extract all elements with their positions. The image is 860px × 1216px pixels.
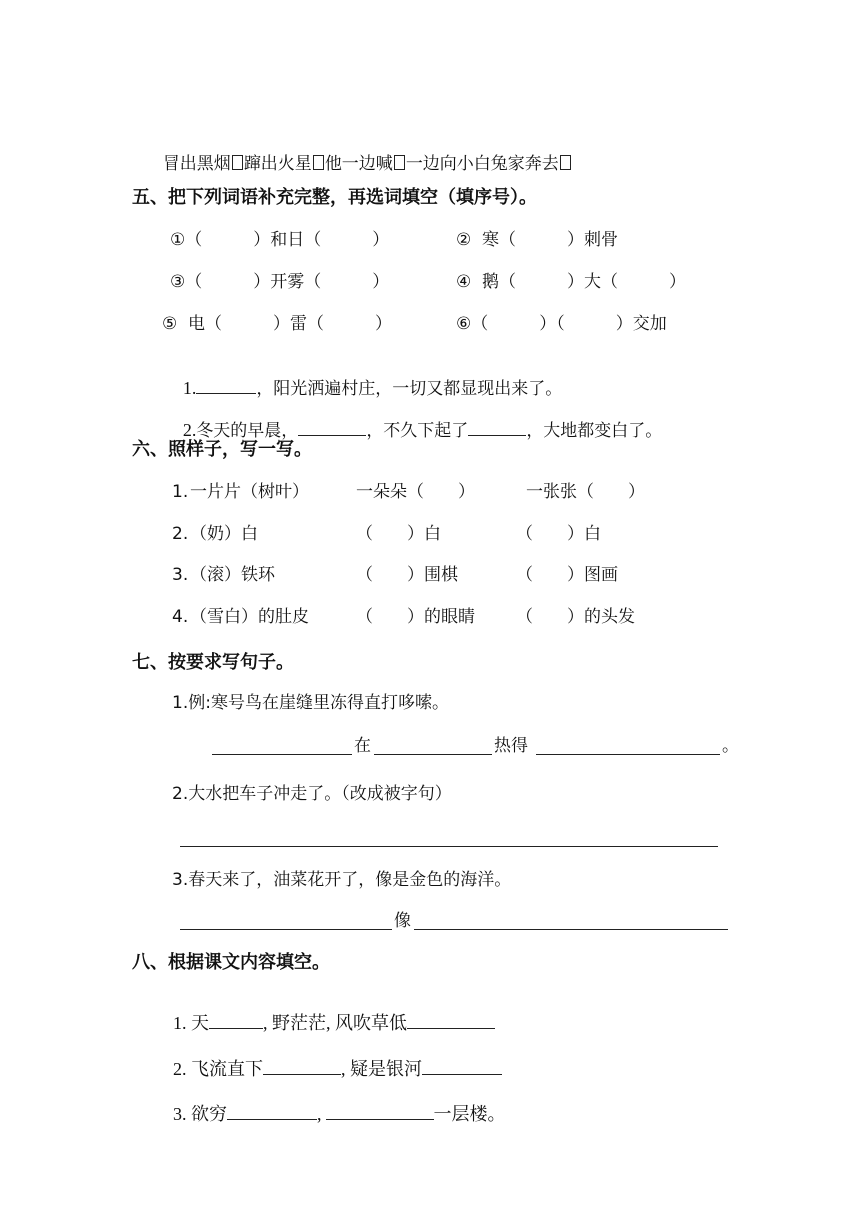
section-7-title: 七、按要求写句子。 bbox=[132, 652, 294, 673]
answer-line[interactable] bbox=[212, 754, 352, 755]
example-row-2-c: （ ）白 bbox=[516, 524, 601, 544]
idiom-4: ④ 鹅（ ）大（ ） bbox=[456, 272, 687, 292]
idiom-3: ③（ ）开雾（ ） bbox=[170, 272, 390, 292]
answer-blank[interactable] bbox=[407, 1012, 495, 1029]
punctuation-box[interactable] bbox=[394, 155, 405, 170]
example-row-3-b: （ ）围棋 bbox=[356, 565, 458, 585]
intro-part-2: 蹿出火星 bbox=[243, 154, 312, 174]
poem-text: 2. 飞流直下 bbox=[173, 1059, 263, 1079]
idiom-2: ② 寒（ ）刺骨 bbox=[456, 230, 619, 250]
question-text: 冬天的早晨， bbox=[196, 421, 299, 441]
intro-part-1: 冒出黑烟 bbox=[162, 154, 231, 174]
answer-blank[interactable] bbox=[468, 419, 526, 436]
answer-blank[interactable] bbox=[263, 1058, 341, 1075]
answer-line[interactable] bbox=[180, 846, 718, 847]
answer-blank[interactable] bbox=[298, 419, 366, 436]
answer-line[interactable] bbox=[536, 754, 720, 755]
poem-text: , 疑是银河 bbox=[341, 1059, 422, 1079]
example-row-1-a: 一片片（树叶） bbox=[190, 482, 309, 502]
poem-line-1 bbox=[164, 990, 495, 1034]
question-number: 1. bbox=[182, 378, 197, 398]
question-number: 2. bbox=[182, 420, 197, 440]
idiom-5: ⑤ 电（ ）雷（ ） bbox=[162, 314, 393, 334]
sentence-word: 在 bbox=[354, 736, 371, 756]
answer-line[interactable] bbox=[180, 929, 392, 930]
section-5-title: 五、把下列词语补充完整，再选词填空（填序号）。 bbox=[132, 187, 537, 208]
sentence-task-1: 1.例:寒号鸟在崖缝里冻得直打哆嗦。 bbox=[172, 693, 449, 713]
sentence-task-3: 3.春天来了，油菜花开了，像是金色的海洋。 bbox=[172, 870, 512, 890]
section-8-title: 八、根据课文内容填空。 bbox=[132, 952, 330, 973]
example-row-4-a: （雪白）的肚皮 bbox=[190, 607, 309, 627]
intro-sentence bbox=[152, 131, 572, 175]
poem-line-3 bbox=[164, 1081, 506, 1125]
poem-text: , bbox=[317, 1104, 322, 1124]
fill-question-1 bbox=[172, 355, 562, 400]
idiom-1: ①（ ）和日（ ） bbox=[170, 230, 390, 250]
question-text: ，大地都变白了。 bbox=[526, 421, 663, 441]
poem-line-2 bbox=[164, 1036, 502, 1080]
example-row-1-num: 1. bbox=[172, 482, 189, 502]
example-row-3-c: （ ）图画 bbox=[516, 565, 618, 585]
example-row-4-b: （ ）的眼睛 bbox=[356, 607, 475, 627]
question-text: ，不久下起了 bbox=[366, 421, 469, 441]
poem-text: 一层楼。 bbox=[433, 1104, 506, 1124]
example-row-1-c: 一张张（ ） bbox=[526, 482, 645, 502]
example-row-3-num: 3. bbox=[172, 565, 189, 585]
answer-blank[interactable] bbox=[326, 1103, 434, 1120]
answer-line[interactable] bbox=[414, 929, 728, 930]
answer-line[interactable] bbox=[374, 754, 492, 755]
sentence-end: 。 bbox=[722, 736, 739, 756]
example-row-1-b: 一朵朵（ ） bbox=[356, 482, 475, 502]
sentence-task-2: 2.大水把车子冲走了。（改成被字句） bbox=[172, 784, 452, 804]
poem-text: 3. 欲穷 bbox=[173, 1104, 227, 1124]
poem-text: 1. 天 bbox=[173, 1013, 209, 1033]
example-row-2-num: 2. bbox=[172, 524, 189, 544]
poem-text: , 野茫茫, 风吹草低 bbox=[263, 1013, 407, 1033]
answer-blank[interactable] bbox=[422, 1058, 502, 1075]
section-6-title: 六、照样子，写一写。 bbox=[132, 439, 312, 460]
example-row-3-a: （滚）铁环 bbox=[190, 565, 275, 585]
sentence-word: 像 bbox=[394, 911, 411, 931]
answer-blank[interactable] bbox=[227, 1103, 317, 1120]
answer-blank[interactable] bbox=[196, 377, 256, 394]
intro-part-3: 他一边喊 bbox=[324, 154, 393, 174]
question-text: ，阳光洒遍村庄，一切又都显现出来了。 bbox=[256, 379, 563, 399]
idiom-6: ⑥（ ）（ ）交加 bbox=[456, 314, 667, 334]
intro-part-4: 一边向小白兔家奔去 bbox=[405, 154, 559, 174]
punctuation-box[interactable] bbox=[560, 155, 571, 170]
example-row-2-b: （ ）白 bbox=[356, 524, 441, 544]
punctuation-box[interactable] bbox=[313, 155, 324, 170]
example-row-4-c: （ ）的头发 bbox=[516, 607, 635, 627]
answer-blank[interactable] bbox=[209, 1012, 263, 1029]
example-row-4-num: 4. bbox=[172, 607, 189, 627]
sentence-word: 热得 bbox=[494, 736, 528, 756]
punctuation-box[interactable] bbox=[232, 155, 243, 170]
example-row-2-a: （奶）白 bbox=[190, 524, 258, 544]
fill-question-2 bbox=[172, 397, 662, 442]
